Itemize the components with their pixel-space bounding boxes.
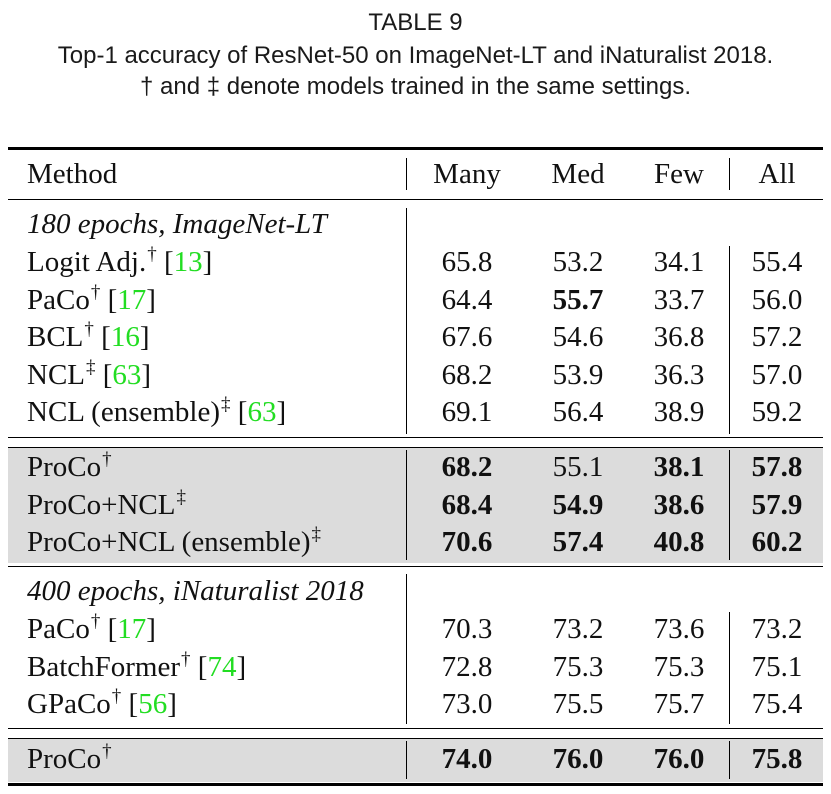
method-name: BatchFormer	[27, 651, 181, 683]
method-cell	[27, 448, 112, 486]
method-separator	[406, 158, 407, 190]
citation-link[interactable]: 63	[112, 359, 142, 391]
citation-link[interactable]: 16	[110, 321, 140, 353]
group2-rule	[8, 728, 823, 729]
value-many: 68.2	[441, 359, 493, 391]
value-few: 36.3	[653, 359, 705, 391]
method-cell: PaCo† [17]	[27, 282, 156, 316]
value-few: 36.8	[653, 321, 705, 353]
value-few: 34.1	[653, 246, 705, 278]
citation-link[interactable]: 17	[117, 613, 147, 645]
training-setting-mark: †	[90, 611, 101, 632]
value-med: 56.4	[552, 396, 604, 428]
value-med: 55.7	[552, 284, 604, 316]
value-few: 76.0	[653, 743, 705, 775]
method-name: ProCo	[27, 451, 102, 483]
training-setting-mark: †	[84, 319, 94, 340]
method-cell: PaCo† [17]	[27, 611, 156, 645]
method-cell: NCL (ensemble)‡ [63]	[27, 394, 287, 428]
group-title-imagenet: 180 epochs, ImageNet-LT	[27, 208, 327, 240]
citation-link[interactable]: 17	[117, 284, 147, 316]
table-label: TABLE 9	[368, 9, 463, 36]
value-all: 60.2	[751, 526, 803, 558]
method-cell	[27, 523, 321, 561]
method-cell: GPaCo† [56]	[27, 686, 177, 720]
value-med: 53.2	[552, 246, 604, 278]
citation-link[interactable]: 74	[207, 651, 237, 683]
method-cell: Logit Adj.† [13]	[27, 244, 213, 278]
value-med: 75.3	[552, 651, 604, 683]
training-setting-mark: †	[181, 649, 191, 670]
method-name: PaCo	[27, 284, 90, 316]
value-all: 57.9	[751, 489, 803, 521]
value-many: 65.8	[441, 246, 493, 278]
citation-link[interactable]: 56	[138, 688, 168, 720]
training-setting-mark: ‡	[311, 524, 321, 545]
header-rule	[8, 199, 823, 200]
header-method: Method	[27, 158, 118, 190]
training-setting-mark: ‡	[176, 487, 186, 508]
method-name: NCL (ensemble)	[27, 396, 221, 428]
training-setting-mark: ‡	[221, 394, 231, 415]
training-setting-mark: †	[90, 282, 101, 303]
method-cell: NCL‡ [63]	[27, 357, 152, 391]
value-med: 75.5	[552, 688, 604, 720]
value-few: 40.8	[653, 526, 705, 558]
value-all: 57.0	[751, 359, 803, 391]
header-few: Few	[654, 158, 704, 190]
value-all: 56.0	[751, 284, 803, 316]
training-setting-mark: †	[102, 741, 112, 762]
method-name: NCL	[27, 359, 85, 391]
method-separator	[406, 741, 407, 779]
value-many: 67.6	[441, 321, 493, 353]
value-all: 73.2	[751, 613, 803, 645]
method-cell	[27, 740, 112, 778]
group-rule	[8, 437, 823, 438]
method-name: Logit Adj.	[27, 246, 147, 278]
value-many: 70.3	[441, 613, 493, 645]
value-many: 72.8	[441, 651, 493, 683]
method-cell: BCL† [16]	[27, 319, 150, 353]
value-med: 54.6	[552, 321, 604, 353]
value-med: 53.9	[552, 359, 604, 391]
citation-link[interactable]: 13	[173, 246, 203, 278]
header-med: Med	[551, 158, 605, 190]
value-many: 74.0	[441, 743, 493, 775]
value-few: 73.6	[653, 613, 705, 645]
method-cell	[27, 486, 186, 524]
value-all: 75.8	[751, 743, 803, 775]
method-name: BCL	[27, 321, 84, 353]
training-setting-mark: †	[102, 449, 112, 470]
method-name: ProCo	[27, 743, 102, 775]
value-many: 73.0	[441, 688, 493, 720]
table-caption: Top-1 accuracy of ResNet-50 on ImageNet-LT and iNaturalist 2018.	[57, 42, 774, 69]
group-title-inaturalist: 400 epochs, iNaturalist 2018	[27, 575, 364, 607]
method-name: GPaCo	[27, 688, 111, 720]
method-cell: BatchFormer† [74]	[27, 649, 247, 683]
bottom-rule	[8, 783, 823, 786]
value-med: 55.1	[552, 451, 604, 483]
value-all: 59.2	[751, 396, 803, 428]
value-many: 69.1	[441, 396, 493, 428]
header-many: Many	[433, 158, 501, 190]
method-separator	[406, 574, 407, 724]
value-all: 75.4	[751, 688, 803, 720]
method-name: PaCo	[27, 613, 90, 645]
value-med: 76.0	[552, 743, 604, 775]
value-few: 75.3	[653, 651, 705, 683]
section-rule	[8, 566, 823, 567]
value-many: 68.4	[441, 489, 493, 521]
value-all: 75.1	[751, 651, 803, 683]
header-all: All	[758, 158, 796, 190]
method-separator	[406, 450, 407, 560]
value-few: 33.7	[653, 284, 705, 316]
value-many: 64.4	[441, 284, 493, 316]
method-separator	[406, 208, 407, 434]
table-caption-note: † and ‡ denote models trained in the same settings.	[139, 73, 691, 100]
value-all: 57.8	[751, 451, 803, 483]
value-med: 54.9	[552, 489, 604, 521]
value-med: 57.4	[552, 526, 604, 558]
value-med: 73.2	[552, 613, 604, 645]
value-few: 38.6	[653, 489, 705, 521]
value-many: 70.6	[441, 526, 493, 558]
value-few: 38.9	[653, 396, 705, 428]
training-setting-mark: †	[111, 686, 122, 707]
method-name: ProCo+NCL (ensemble)	[27, 526, 311, 558]
ours2-rule	[8, 738, 823, 739]
value-few: 75.7	[653, 688, 705, 720]
value-all: 57.2	[751, 321, 803, 353]
value-few: 38.1	[653, 451, 705, 483]
citation-link[interactable]: 63	[247, 396, 277, 428]
value-many: 68.2	[441, 451, 493, 483]
top-rule	[8, 147, 823, 150]
method-name: ProCo+NCL	[27, 489, 176, 521]
training-setting-mark: †	[147, 244, 157, 265]
value-all: 55.4	[751, 246, 803, 278]
training-setting-mark: ‡	[86, 357, 96, 378]
